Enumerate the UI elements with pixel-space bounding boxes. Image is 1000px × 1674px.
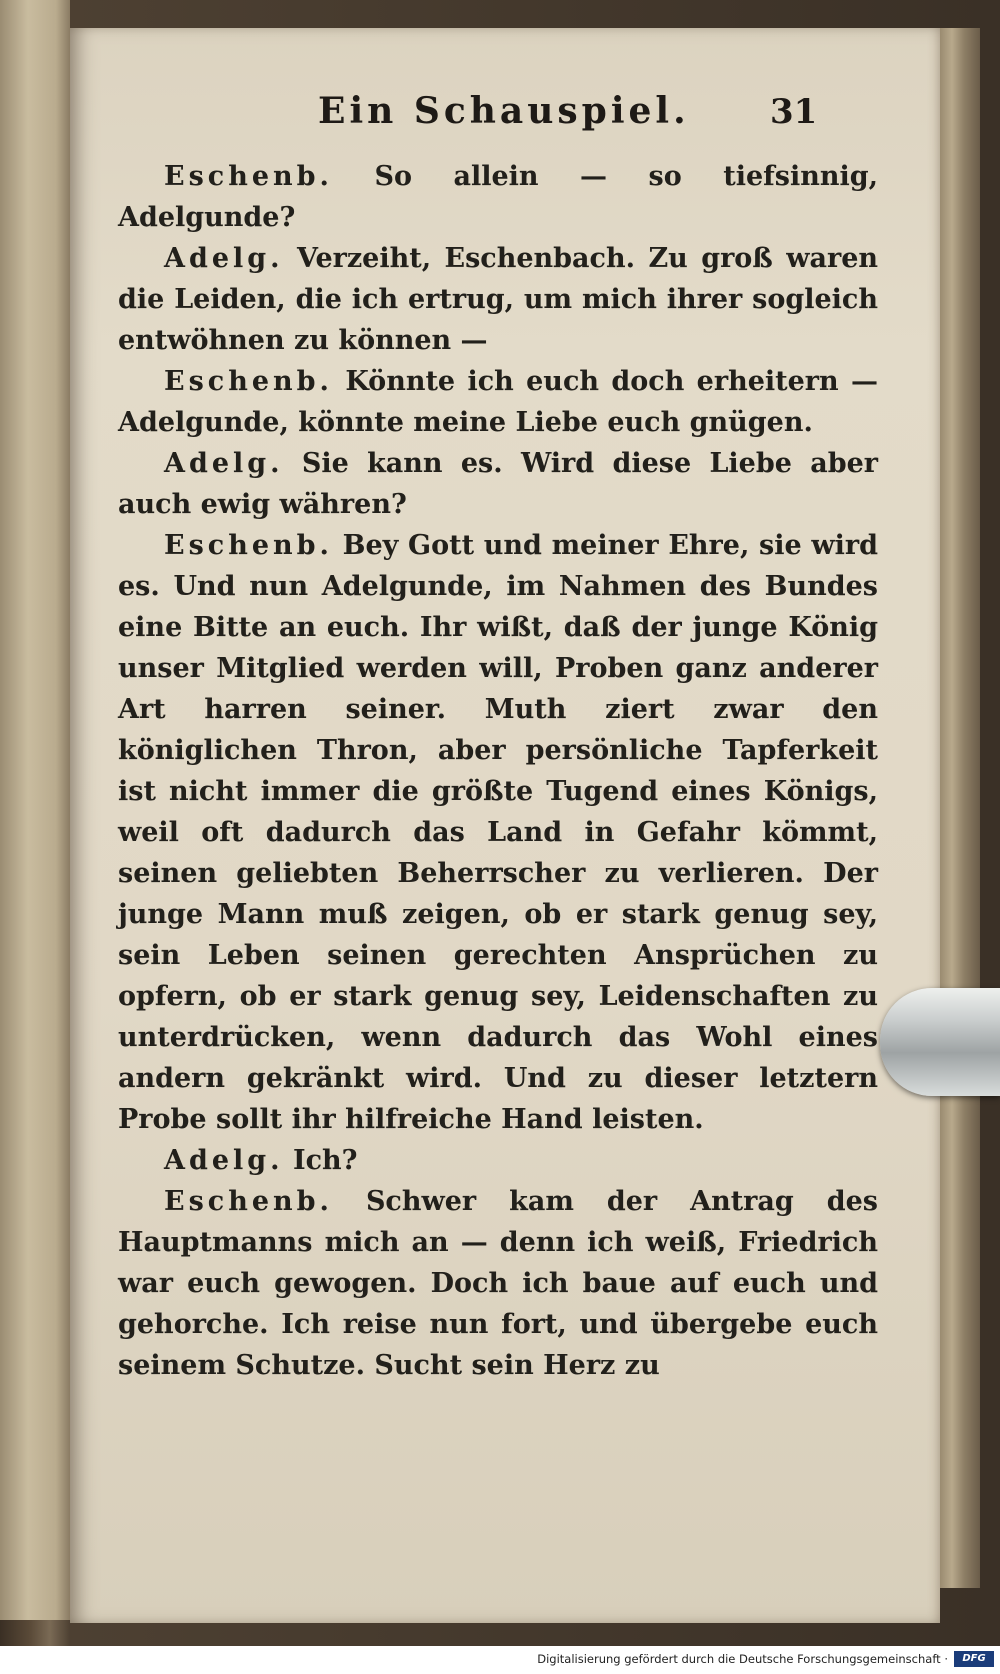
body-text [118,156,878,1386]
dialogue-text: Verzeiht, Eschenbach. Zu groß waren die Leiden, die ich ertrug, um mich ihrer sogleich entwöhnen zu können — [118,243,879,356]
page-stack-edge [940,28,980,1588]
running-head: Ein Schauspiel. [318,90,690,132]
dialogue-text: So allein — so tiefsinnig, Adelgunde? [118,161,878,233]
speaker-label: Eschenb. [164,161,333,192]
speaker-label: Adelg. [164,243,284,274]
dialogue-text: Ich? [292,1145,358,1176]
footer-bar [0,1646,1000,1674]
dialogue-text: Schwer kam der Antrag des Hauptmanns mich an — denn ich weiß, Friedrich war euch gewogen. Doch ich baue auf euch und gehorche. Ich reise nun fort, und übergebe euch seinem Schutze. Sucht sein Herz zu [118,1186,878,1381]
paragraph [118,238,878,361]
page-clip [880,988,1000,1096]
paragraph [118,1181,878,1386]
speaker-label: Adelg. [164,1145,284,1176]
page-number: 31 [770,92,818,132]
dialogue-text: Könnte ich euch doch erheitern — Adelgunde, könnte meine Liebe euch gnügen. [118,366,878,438]
speaker-label: Eschenb. [164,366,333,397]
funding-credit: Digitalisierung gefördert durch die Deutsche Forschungsgemeinschaft · [537,1652,948,1666]
paragraph [118,156,878,238]
page-header [70,90,940,140]
speaker-label: Eschenb. [164,1186,333,1217]
paragraph [118,361,878,443]
book-page [70,28,940,1623]
dialogue-text: Sie kann es. Wird diese Liebe aber auch ewig währen? [118,448,878,520]
speaker-label: Eschenb. [164,530,333,561]
dfg-logo-icon: DFG [954,1651,994,1667]
dialogue-text: Bey Gott und meiner Ehre, sie wird es. Und nun Adelgunde, im Nahmen des Bundes eine Bitte an euch. Ihr wißt, daß der junge König unser Mitglied werden will, Proben ganz anderer Art harren seiner. Muth ziert zwar den königlichen Thron, aber persönliche Tapferkeit ist nicht immer die größte Tugend eines Königs, weil oft dadurch das Land in Gefahr kömmt, seinen geliebten Beherrscher zu verlieren. Der junge Mann muß zeigen, ob er stark genug sey, sein Leben seinen gerechten Ansprüchen zu opfern, ob er stark genug sey, Leidenschaften zu unterdrücken, wenn dadurch das Wohl eines andern gekränkt wird. Und zu dieser letztern Probe sollt ihr hilfreiche Hand leisten. [118,530,878,1135]
speaker-label: Adelg. [164,448,284,479]
paragraph [118,443,878,525]
paragraph [118,1140,878,1181]
previous-page-edge [0,0,70,1620]
paragraph [118,525,878,1140]
